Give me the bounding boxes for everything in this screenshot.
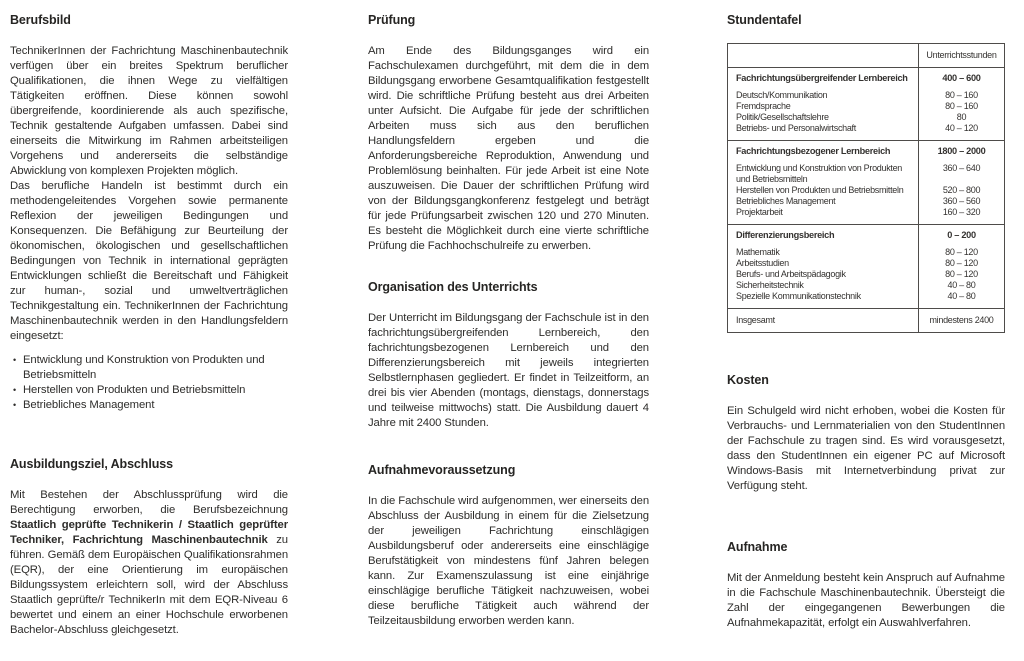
section-aufnahme [727, 540, 1005, 631]
paragraph-kosten: Ein Schulgeld wird nicht erhoben, wobei die Kosten für Verbrauchs- und Lernmaterialien von den StudentInnen der Fachschule zu tragen sind. Es wird vorausgesetzt, dass den StudentInnen ein eigener PC auf Microsoft Windows-Basis mit Internetverbindung privat zur Verfügung steht. [727, 405, 1005, 492]
section-stundentafel [727, 13, 1005, 333]
table-group-title-row [728, 230, 1004, 241]
list-item [10, 353, 288, 383]
paragraph-aufnahmevoraussetzung: In die Fachschule wird aufgenommen, wer einerseits den Abschluss der Ausbildung in einem für die Zielsetzung der jeweiligen Fachrichtung einschlägigen Ausbildungsberuf oder andererseits eine einschlägige Berufstätigkeit von mindestens fünf Jahren belegen kann. Zur Examenszulassung ist eine einjährige einschlägige berufliche Tätigkeit nachzuweisen, wobei diese berufliche Tätigkeit auch während der Teilzeitausbildung erworben werden kann. [368, 495, 649, 627]
section-heading-aufnahmevoraussetzung: Aufnahmevoraussetzung [368, 463, 516, 477]
table-cell-value: 80 – 120 [945, 269, 978, 279]
paragraph-berufsbild-2: Das berufliche Handeln ist bestimmt durch ein methodengeleitendes Vorgehen sowie permanente Reflexion der jeweiligen Bedingungen und Konsequenzen. Die Befähigung zur Beurteilung der ökonomischen, ökologischen und gesellschaftlichen Bedingungen von Technik in international geprägten Entwicklungen schließt die Bereitschaft und Fähigkeit zur human-, sozial und umweltverträglichen Technikgestaltung ein. TechnikerInnen der Fachrichtung Maschinenbautechnik werden in den Handlungsfeldern eingesetzt: [10, 180, 288, 342]
table-cell-label: Spezielle Kommunikationstechnik [736, 291, 861, 301]
table-row [728, 247, 1004, 258]
table-cell-label: Mathematik [736, 247, 780, 257]
table-row [728, 101, 1004, 112]
table-row [728, 90, 1004, 101]
table-row [728, 123, 1004, 134]
paragraph-pruefung: Am Ende des Bildungsganges wird ein Fachschulexamen durchgeführt, mit dem die in dem Bildungsgang erworbene Gesamtqualifikation festgestellt wird. Die schriftliche Prüfung besteht aus drei Arbeiten unter Aufsicht. Die Aufgabe für jede der schriftlichen Arbeiten muss sich aus den beruflichen Handlungsfeldern ergeben und die Anforderungsbereiche Reproduktion, Anwendung und Problemlösung beinhalten. Für jede Arbeit ist eine Note auszuweisen. Die Dauer der schriftlichen Prüfung wird von der Bildungsgangkonferenz festgelegt und beträgt für jede Prüfungsarbeit zwischen 120 und 270 Minuten. Es besteht die Möglichkeit durch eine vierte schriftliche Prüfung die Fachhochschulreife zu erwerben. [368, 45, 649, 252]
bullet-icon: • [13, 400, 17, 410]
table-cell-label: Projektarbeit [736, 207, 783, 217]
table-group [728, 141, 1004, 225]
text-run: Mit Bestehen der Abschlussprüfung wird die Berechtigung erworben, die Berufsbezeichnung [10, 489, 288, 516]
section-berufsbild [10, 13, 288, 413]
table-cell-label: Politik/Gesellschaftslehre [736, 112, 829, 122]
table-cell-value: 80 – 120 [945, 247, 978, 257]
section-aufnahmevoraussetzung [368, 463, 649, 629]
bold-text-run: Staatlich geprüfte Technikerin / Staatlich geprüfter Techniker, Fachrichtung Maschinenbautechnik [10, 519, 288, 546]
table-group-title-row [728, 73, 1004, 84]
table-row [728, 196, 1004, 207]
table-body [728, 68, 1004, 309]
table-footer-value: mindestens 2400 [929, 315, 994, 325]
table-cell-label: Entwicklung und Konstruktion von Produkten und Betriebsmitteln [736, 163, 903, 184]
paragraph-ausbildungsziel [10, 488, 288, 638]
table-group-title: Fachrichtungsbezogener Lernbereich [736, 146, 891, 156]
table-cell-value: 360 – 560 [942, 196, 981, 206]
table-cell-label: Arbeitsstudien [736, 258, 789, 268]
table-group-total: 400 – 600 [942, 73, 981, 83]
section-heading-kosten: Kosten [727, 373, 769, 387]
table-group-title: Differenzierungsbereich [736, 230, 835, 240]
bullet-icon: • [13, 355, 17, 365]
column-right [727, 13, 1005, 631]
section-ausbildungsziel [10, 457, 288, 638]
section-heading-organisation: Organisation des Unterrichts [368, 280, 538, 294]
table-group-title-row [728, 146, 1004, 157]
table-row [728, 258, 1004, 269]
table-footer-row [728, 309, 1004, 332]
section-kosten [727, 373, 1005, 494]
section-pruefung [368, 13, 649, 254]
section-heading-aufnahme: Aufnahme [727, 540, 788, 554]
list-item [10, 398, 288, 413]
table-cell-label: Fremdsprache [736, 101, 791, 111]
table-cell-label: Deutsch/Kommunikation [736, 90, 828, 100]
table-row [728, 112, 1004, 123]
section-heading-ausbildungsziel: Ausbildungsziel, Abschluss [10, 457, 173, 471]
table-group [728, 225, 1004, 309]
table-row [728, 269, 1004, 280]
table-cell-value: 80 – 160 [945, 90, 978, 100]
column-middle [368, 13, 649, 629]
paragraph-aufnahme: Mit der Anmeldung besteht kein Anspruch auf Aufnahme in die Fachschule Maschinenbautechnik. Übersteigt die Zahl der eingegangenen Bewerbungen die Aufnahmekapazität, erfolgt ein Auswahlverfahren. [727, 572, 1005, 629]
section-heading-berufsbild: Berufsbild [10, 13, 71, 27]
table-cell-value: 360 – 640 [942, 163, 981, 173]
bullet-icon: • [13, 385, 17, 395]
table-column-divider [918, 44, 919, 332]
table-footer-label: Insgesamt [736, 315, 775, 325]
table-cell-value: 40 – 80 [947, 280, 976, 290]
table-cell-label: Herstellen von Produkten und Betriebsmitteln [736, 185, 904, 195]
section-heading-stundentafel: Stundentafel [727, 13, 802, 27]
column-left [10, 13, 288, 638]
table-cell-value: 80 [956, 112, 967, 122]
table-row [728, 163, 1004, 185]
table-cell-value: 80 – 160 [945, 101, 978, 111]
table-cell-value: 40 – 80 [947, 291, 976, 301]
table-row [728, 185, 1004, 196]
table-cell-value: 40 – 120 [945, 123, 978, 133]
table-cell-value: 160 – 320 [942, 207, 981, 217]
list-item-text: Entwicklung und Konstruktion von Produkten und Betriebsmitteln [23, 354, 265, 381]
table-row [728, 207, 1004, 218]
table-cell-label: Berufs- und Arbeitspädagogik [736, 269, 846, 279]
paragraph-berufsbild-1: TechnikerInnen der Fachrichtung Maschinenbautechnik verfügen über ein breites Spektrum beruflicher Qualifikationen, die ihnen Wege zu vielfältigen Tätigkeiten eröffnen. Diese können sowohl übergreifende, koordinierende als auch spezifische, Technik gestaltende Aufgaben umfassen. Dabei sind einerseits die Mitwirkung im Rahmen arbeitsteiligen Vorgehens und andererseits die selbständige Abwicklung von komplexen Projekten möglich. [10, 45, 288, 177]
section-heading-pruefung: Prüfung [368, 13, 416, 27]
table-cell-label: Betriebliches Management [736, 196, 836, 206]
table-group-total: 1800 – 2000 [937, 146, 986, 156]
table-row [728, 291, 1004, 302]
table-cell-label: Sicherheitstechnik [736, 280, 804, 290]
table-cell-value: 520 – 800 [942, 185, 981, 195]
paragraph-organisation: Der Unterricht im Bildungsgang der Fachschule ist in den fachrichtungsübergreifenden Lernbereich, den fachrichtungsbezogenen Lernbereich und den Differenzierungsbereich mit jeweils integrierten Selbstlernphasen gegliedert. Er findet in Teilzeitform, an drei bis vier Abenden (montags, dienstags, donnerstags und teilweise mittwochs) statt. Die Ausbildung dauert 4 Jahre mit 2400 Stunden. [368, 312, 649, 429]
stundentafel-table [727, 43, 1005, 333]
list-item-text: Betriebliches Management [23, 399, 155, 411]
handlungsfelder-list [10, 353, 288, 413]
table-header-row [728, 44, 1004, 68]
table-group-title: Fachrichtungsübergreifender Lernbereich [736, 73, 908, 83]
list-item-text: Herstellen von Produkten und Betriebsmitteln [23, 384, 246, 396]
table-group [728, 68, 1004, 141]
text-run: zu führen. Gemäß dem Europäischen Qualifikationsrahmen (EQR), der eine Orientierung im europäischen Bildungssystem erleichtern soll, wird der Abschluss Staatlich geprüfte/r TechnikerIn mit dem EQR-Niveau 6 bewertet und einem an einer Hochschule erworbenen Bachelor-Abschluss gleichgesetzt. [10, 534, 288, 636]
table-cell-label: Betriebs- und Personalwirtschaft [736, 123, 856, 133]
section-organisation [368, 280, 649, 431]
table-group-total: 0 – 200 [947, 230, 976, 240]
table-header-unterrichtsstunden: Unterrichtsstunden [926, 50, 997, 60]
table-row [728, 280, 1004, 291]
table-cell-value: 80 – 120 [945, 258, 978, 268]
list-item [10, 383, 288, 398]
